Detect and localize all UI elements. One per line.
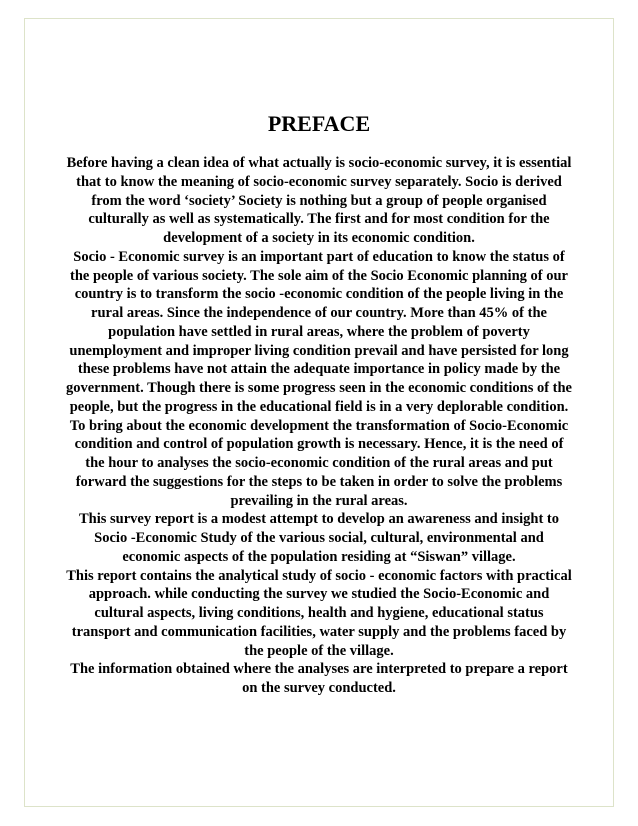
text-line: approach. while conducting the survey we studied the Socio-Economic and [88, 586, 550, 603]
text-line: economic aspects of the population residing at “Siswan” village. [122, 548, 516, 565]
text-line: the people of the village. [244, 642, 394, 659]
text-line: rural areas. Since the independence of our country. More than 45% of the [91, 305, 547, 321]
text-line: This survey report is a modest attempt to develop an awareness and insight to [79, 511, 559, 528]
text-line: transport and communication facilities, water supply and the problems faced by [71, 623, 567, 640]
page-title: PREFACE [267, 111, 371, 136]
text-line: Socio - Economic survey is an important part of education to know the status of [73, 248, 565, 265]
text-line: the hour to analyses the socio-economic condition of the rural areas and put [85, 455, 553, 471]
text-line: cultural aspects, living conditions, health and hygiene, educational status [94, 605, 544, 621]
text-line: development of a society in its economic condition. [163, 230, 475, 246]
text-line: government. Though there is some progress seen in the economic conditions of the [65, 380, 572, 396]
text-line: condition and control of population growth is necessary. Hence, it is the need of [74, 436, 564, 453]
text-line: the people of various society. The sole aim of the Socio Economic planning of our [70, 267, 568, 284]
text-line: from the word ‘society’ Society is nothing but a group of people organised [91, 192, 547, 209]
text-line: that to know the meaning of socio-economic survey separately. Socio is derived [76, 173, 562, 190]
text-line: population have settled in rural areas, where the problem of poverty [108, 323, 530, 340]
text-line: To bring about the economic development the transformation of Socio-Economic [69, 417, 569, 434]
text-line: forward the suggestions for the steps to be taken in order to solve the problems [75, 473, 563, 490]
text-line: unemployment and improper living condition prevail and have persisted for long [69, 342, 569, 359]
text-line: The information obtained where the analyses are interpreted to prepare a report [70, 661, 568, 678]
text-line: these problems have not attain the adequate importance in policy made by the [77, 361, 561, 378]
text-line: on the survey conducted. [242, 680, 396, 696]
text-line: people, but the progress in the educational field is in a very deplorable condition. [69, 398, 569, 415]
preface-body [26, 154, 612, 698]
text-line: culturally as well as systematically. The first and for most condition for the [88, 211, 550, 228]
text-line: This report contains the analytical study of socio - economic factors with practical [66, 567, 572, 584]
text-line: prevailing in the rural areas. [230, 492, 408, 509]
text-line: Socio -Economic Study of the various social, cultural, environmental and [94, 530, 544, 546]
text-line: Before having a clean idea of what actually is socio-economic survey, it is essential [66, 155, 572, 171]
text-line: country is to transform the socio -economic condition of the people living in the [74, 286, 564, 303]
